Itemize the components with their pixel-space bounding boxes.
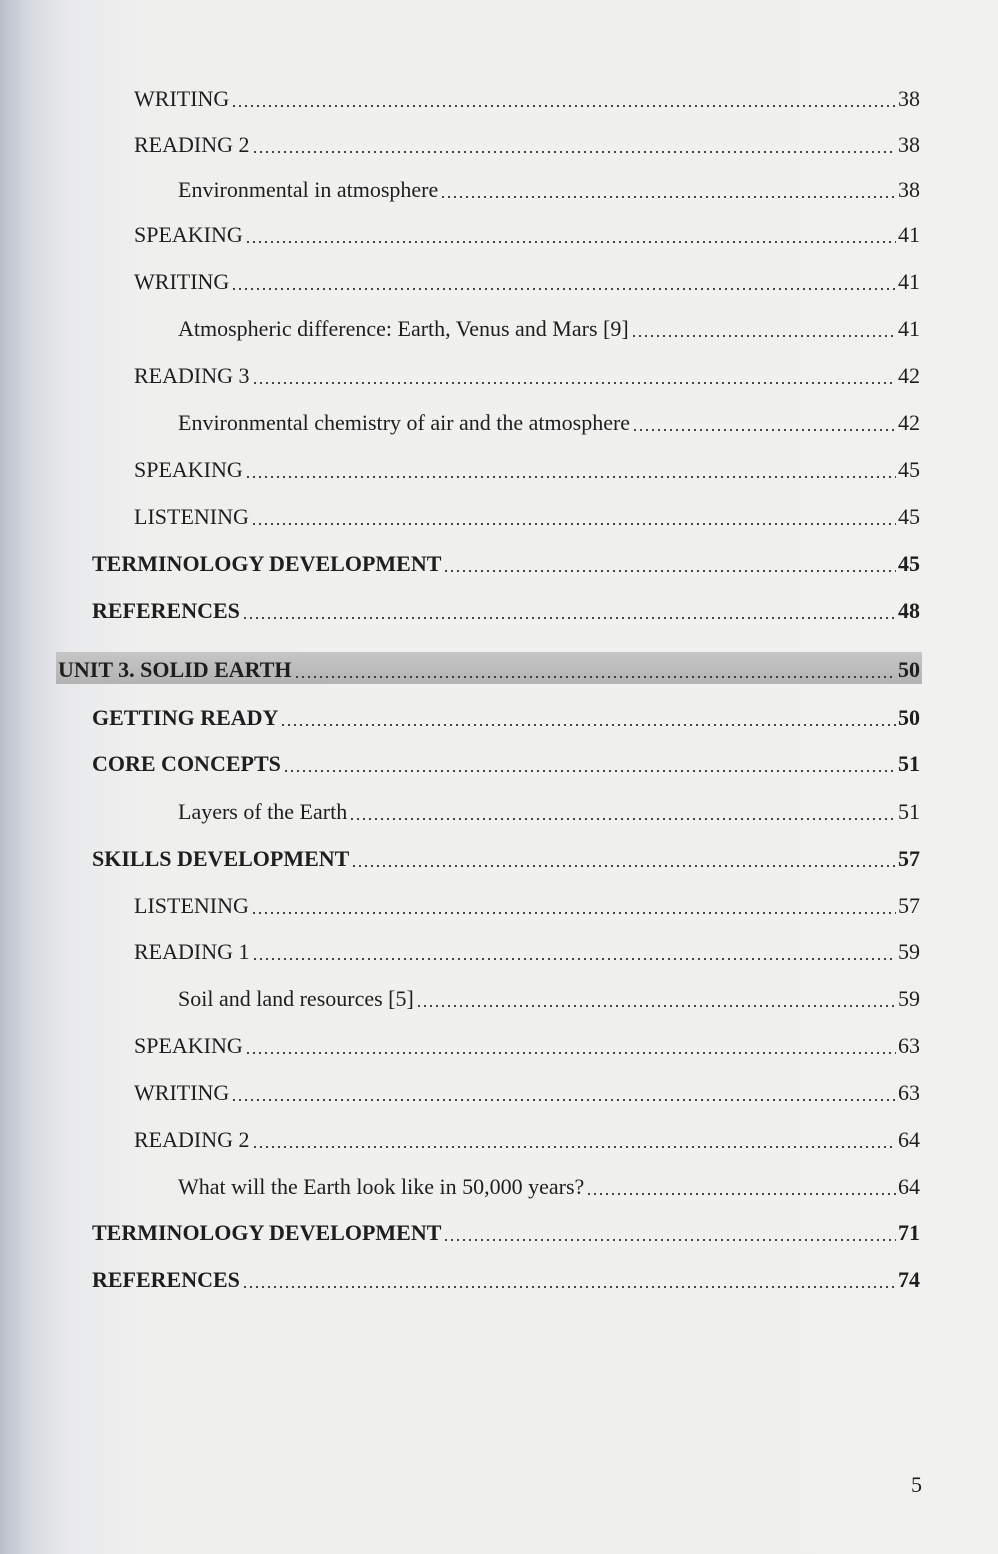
dot-leader bbox=[586, 1176, 896, 1196]
toc-entry[interactable] bbox=[134, 453, 920, 483]
toc-entry[interactable] bbox=[178, 795, 920, 825]
page-number: 5 bbox=[911, 1472, 922, 1497]
toc-entry-label: SPEAKING bbox=[134, 457, 243, 482]
toc-entry[interactable] bbox=[92, 594, 920, 624]
toc-entry-page: 42 bbox=[898, 410, 920, 435]
toc-entry-page: 57 bbox=[898, 846, 920, 871]
dot-leader bbox=[245, 1035, 896, 1055]
toc-entry[interactable] bbox=[134, 500, 920, 530]
toc-entry[interactable] bbox=[178, 312, 920, 342]
toc-entry[interactable] bbox=[134, 1123, 920, 1153]
toc-entry[interactable] bbox=[178, 173, 920, 203]
toc-entry-page: 42 bbox=[898, 363, 920, 388]
toc-entry[interactable] bbox=[92, 1216, 920, 1246]
toc-entry-label: SPEAKING bbox=[134, 1033, 243, 1058]
toc-entry[interactable] bbox=[92, 1263, 920, 1293]
toc-entry-page: 45 bbox=[898, 504, 920, 529]
dot-leader bbox=[440, 179, 896, 199]
toc-entry-label: REFERENCES bbox=[92, 1267, 240, 1292]
toc-entry[interactable] bbox=[92, 747, 920, 777]
toc-entry[interactable] bbox=[134, 265, 920, 295]
toc-entry[interactable] bbox=[134, 359, 920, 389]
toc-entry-label: TERMINOLOGY DEVELOPMENT bbox=[92, 551, 442, 576]
dot-leader bbox=[443, 553, 896, 573]
toc-entry-label: CORE CONCEPTS bbox=[92, 751, 281, 776]
toc-entry-page: 38 bbox=[898, 132, 920, 157]
dot-leader bbox=[245, 224, 896, 244]
toc-entry-page: 38 bbox=[898, 177, 920, 202]
toc-entry-label: WRITING bbox=[134, 86, 230, 111]
toc-entry[interactable] bbox=[92, 701, 920, 731]
toc-entry-label: READING 1 bbox=[134, 939, 250, 964]
toc-entry[interactable] bbox=[178, 406, 920, 436]
toc-entry[interactable] bbox=[178, 1170, 920, 1200]
dot-leader bbox=[252, 941, 897, 961]
dot-leader bbox=[631, 318, 896, 338]
toc-entry-label: SPEAKING bbox=[134, 222, 243, 247]
toc-entry-label: WRITING bbox=[134, 1080, 230, 1105]
toc-entry-page: 50 bbox=[898, 657, 920, 682]
toc-entry[interactable] bbox=[134, 1076, 920, 1106]
toc-entry-page: 57 bbox=[898, 893, 920, 918]
toc-entry-page: 45 bbox=[898, 457, 920, 482]
dot-leader bbox=[252, 365, 897, 385]
toc-entry-label: What will the Earth look like in 50,000 years? bbox=[178, 1174, 585, 1199]
toc-entry-page: 51 bbox=[898, 799, 920, 824]
toc-entry-label: Soil and land resources [5] bbox=[178, 986, 414, 1011]
toc-entry-page: 63 bbox=[898, 1080, 920, 1105]
dot-leader bbox=[251, 506, 896, 526]
toc-unit-heading[interactable] bbox=[58, 653, 920, 683]
toc-entry-label: SKILLS DEVELOPMENT bbox=[92, 846, 350, 871]
toc-entry-page: 71 bbox=[898, 1220, 920, 1245]
dot-leader bbox=[231, 1082, 896, 1102]
toc-entry-label: READING 3 bbox=[134, 363, 250, 388]
toc-entry-page: 64 bbox=[898, 1174, 920, 1199]
toc-entry[interactable] bbox=[134, 889, 920, 919]
toc-entry-label: TERMINOLOGY DEVELOPMENT bbox=[92, 1220, 442, 1245]
toc-entry-label: Environmental chemistry of air and the atmosphere bbox=[178, 410, 631, 435]
toc-entry[interactable] bbox=[134, 82, 920, 112]
toc-entry[interactable] bbox=[134, 218, 920, 248]
toc-entry-page: 51 bbox=[898, 751, 920, 776]
toc-entry-label: Layers of the Earth bbox=[178, 799, 348, 824]
toc-entry-page: 74 bbox=[898, 1267, 920, 1292]
toc-entry-label: Environmental in atmosphere bbox=[178, 177, 439, 202]
dot-leader bbox=[349, 801, 896, 821]
toc-entry-page: 50 bbox=[898, 705, 920, 730]
dot-leader bbox=[252, 134, 897, 154]
dot-leader bbox=[416, 988, 896, 1008]
toc-entry-page: 45 bbox=[898, 551, 920, 576]
toc-entry[interactable] bbox=[92, 547, 920, 577]
dot-leader bbox=[245, 459, 896, 479]
dot-leader bbox=[283, 753, 896, 773]
dot-leader bbox=[294, 659, 896, 679]
toc-entry[interactable] bbox=[178, 982, 920, 1012]
toc-entry[interactable] bbox=[134, 1029, 920, 1059]
dot-leader bbox=[280, 707, 896, 727]
toc-entry[interactable] bbox=[134, 935, 920, 965]
toc-entry-page: 48 bbox=[898, 598, 920, 623]
toc-entry-label: Atmospheric difference: Earth, Venus and Mars [9] bbox=[178, 316, 629, 341]
toc-entry-label: LISTENING bbox=[134, 504, 249, 529]
dot-leader bbox=[242, 1269, 896, 1289]
toc-entry-page: 64 bbox=[898, 1127, 920, 1152]
toc-entry-page: 41 bbox=[898, 316, 920, 341]
toc-entry-page: 63 bbox=[898, 1033, 920, 1058]
toc-entry-label: LISTENING bbox=[134, 893, 249, 918]
dot-leader bbox=[231, 88, 896, 108]
toc-entry-page: 59 bbox=[898, 986, 920, 1011]
dot-leader bbox=[632, 412, 896, 432]
toc-entry-label: UNIT 3. SOLID EARTH bbox=[58, 657, 292, 682]
toc-entry-page: 41 bbox=[898, 269, 920, 294]
dot-leader bbox=[351, 848, 896, 868]
toc-entry-label: READING 2 bbox=[134, 132, 250, 157]
dot-leader bbox=[443, 1222, 896, 1242]
dot-leader bbox=[252, 1129, 897, 1149]
toc-entry-label: GETTING READY bbox=[92, 705, 279, 730]
toc-entry-label: WRITING bbox=[134, 269, 230, 294]
dot-leader bbox=[251, 895, 896, 915]
dot-leader bbox=[231, 271, 896, 291]
dot-leader bbox=[242, 600, 896, 620]
toc-entry-page: 41 bbox=[898, 222, 920, 247]
toc-entry-page: 59 bbox=[898, 939, 920, 964]
toc-entry[interactable] bbox=[134, 128, 920, 158]
toc-entry-label: READING 2 bbox=[134, 1127, 250, 1152]
toc-entry-page: 38 bbox=[898, 86, 920, 111]
toc-entry-label: REFERENCES bbox=[92, 598, 240, 623]
toc-entry[interactable] bbox=[92, 842, 920, 872]
